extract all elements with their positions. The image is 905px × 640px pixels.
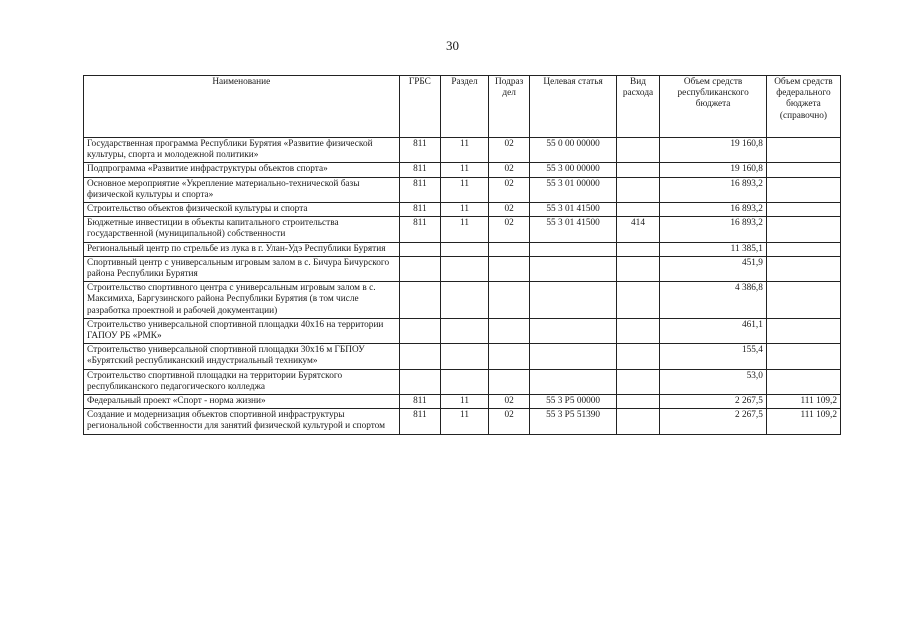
cell-podrazdel: 02 xyxy=(488,203,530,217)
cell-celevaya xyxy=(530,318,616,343)
cell-name: Строительство спортивной площадки на территории Бурятского республиканского педагогического колледжа xyxy=(84,369,400,394)
cell-podrazdel xyxy=(488,256,530,281)
cell-republican: 2 267,5 xyxy=(660,409,767,434)
table-row xyxy=(84,242,841,256)
header-name: Наименование xyxy=(84,76,400,138)
cell-razdel xyxy=(441,344,489,369)
cell-podrazdel xyxy=(488,242,530,256)
table-row xyxy=(84,163,841,177)
cell-name: Строительство универсальной спортивной площадки 40х16 на территории ГАПОУ РБ «РМК» xyxy=(84,318,400,343)
cell-podrazdel xyxy=(488,318,530,343)
cell-vid xyxy=(616,318,660,343)
cell-vid xyxy=(616,203,660,217)
cell-celevaya: 55 0 00 00000 xyxy=(530,138,616,163)
cell-grbs: 811 xyxy=(399,138,441,163)
header-vid: Вид расхода xyxy=(616,76,660,138)
cell-grbs: 811 xyxy=(399,409,441,434)
cell-grbs: 811 xyxy=(399,203,441,217)
page-number: 30 xyxy=(446,38,459,53)
cell-federal xyxy=(766,282,840,319)
header-celevaya: Целевая статья xyxy=(530,76,616,138)
cell-grbs xyxy=(399,318,441,343)
cell-grbs: 811 xyxy=(399,177,441,202)
table-row xyxy=(84,395,841,409)
cell-republican: 16 893,2 xyxy=(660,203,767,217)
cell-grbs xyxy=(399,344,441,369)
cell-name: Строительство спортивного центра с универсальным игровым залом в с. Максимиха, Баргузинского района Республики Бурятия (в том числе разработка проектной и рабочей документации) xyxy=(84,282,400,319)
cell-podrazdel xyxy=(488,369,530,394)
table-row xyxy=(84,369,841,394)
cell-federal xyxy=(766,138,840,163)
cell-razdel xyxy=(441,369,489,394)
cell-name: Подпрограмма «Развитие инфраструктуры объектов спорта» xyxy=(84,163,400,177)
cell-grbs xyxy=(399,256,441,281)
cell-vid xyxy=(616,138,660,163)
cell-razdel: 11 xyxy=(441,203,489,217)
cell-name: Строительство универсальной спортивной площадки 30х16 м ГБПОУ «Бурятский республиканский индустриальный техникум» xyxy=(84,344,400,369)
cell-republican: 2 267,5 xyxy=(660,395,767,409)
table-row xyxy=(84,282,841,319)
cell-razdel xyxy=(441,242,489,256)
cell-celevaya: 55 3 Р5 00000 xyxy=(530,395,616,409)
cell-celevaya: 55 3 01 41500 xyxy=(530,203,616,217)
cell-grbs xyxy=(399,282,441,319)
header-grbs: ГРБС xyxy=(399,76,441,138)
cell-name: Региональный центр по стрельбе из лука в г. Улан-Удэ Республики Бурятия xyxy=(84,242,400,256)
cell-razdel: 11 xyxy=(441,217,489,242)
cell-podrazdel: 02 xyxy=(488,409,530,434)
cell-republican: 4 386,8 xyxy=(660,282,767,319)
cell-razdel: 11 xyxy=(441,395,489,409)
cell-vid xyxy=(616,409,660,434)
cell-federal: 111 109,2 xyxy=(766,395,840,409)
cell-vid xyxy=(616,256,660,281)
table-row xyxy=(84,177,841,202)
cell-celevaya xyxy=(530,344,616,369)
cell-podrazdel xyxy=(488,344,530,369)
table-row xyxy=(84,217,841,242)
budget-table xyxy=(83,75,841,435)
table-row xyxy=(84,138,841,163)
cell-federal xyxy=(766,369,840,394)
cell-vid xyxy=(616,282,660,319)
cell-celevaya xyxy=(530,242,616,256)
cell-republican: 19 160,8 xyxy=(660,138,767,163)
cell-podrazdel: 02 xyxy=(488,395,530,409)
cell-federal: 111 109,2 xyxy=(766,409,840,434)
cell-razdel: 11 xyxy=(441,138,489,163)
cell-celevaya xyxy=(530,256,616,281)
cell-razdel: 11 xyxy=(441,163,489,177)
cell-federal xyxy=(766,318,840,343)
cell-federal xyxy=(766,203,840,217)
table-row xyxy=(84,203,841,217)
cell-name: Основное мероприятие «Укрепление материально-технической базы физической культуры и спорта» xyxy=(84,177,400,202)
cell-vid: 414 xyxy=(616,217,660,242)
header-razdel: Раздел xyxy=(441,76,489,138)
cell-vid xyxy=(616,177,660,202)
cell-federal xyxy=(766,242,840,256)
cell-razdel xyxy=(441,282,489,319)
cell-podrazdel: 02 xyxy=(488,217,530,242)
cell-celevaya xyxy=(530,369,616,394)
cell-name: Бюджетные инвестиции в объекты капитального строительства государственной (муниципальной) собственности xyxy=(84,217,400,242)
header-federal: Объем средств федерального бюджета (справочно) xyxy=(766,76,840,138)
cell-grbs: 811 xyxy=(399,217,441,242)
cell-republican: 16 893,2 xyxy=(660,217,767,242)
cell-celevaya: 55 3 01 41500 xyxy=(530,217,616,242)
cell-federal xyxy=(766,177,840,202)
cell-razdel: 11 xyxy=(441,177,489,202)
cell-name: Государственная программа Республики Бурятия «Развитие физической культуры, спорта и молодежной политики» xyxy=(84,138,400,163)
cell-grbs xyxy=(399,369,441,394)
header-podrazdel: Подраз дел xyxy=(488,76,530,138)
cell-vid xyxy=(616,344,660,369)
header-republican: Объем средств республиканского бюджета xyxy=(660,76,767,138)
cell-republican: 451,9 xyxy=(660,256,767,281)
cell-republican: 16 893,2 xyxy=(660,177,767,202)
cell-grbs: 811 xyxy=(399,163,441,177)
table-body xyxy=(84,138,841,435)
cell-federal xyxy=(766,344,840,369)
table-header xyxy=(84,76,841,138)
cell-republican: 11 385,1 xyxy=(660,242,767,256)
table-row xyxy=(84,318,841,343)
cell-grbs: 811 xyxy=(399,395,441,409)
cell-republican: 53,0 xyxy=(660,369,767,394)
cell-podrazdel: 02 xyxy=(488,177,530,202)
cell-podrazdel: 02 xyxy=(488,138,530,163)
cell-republican: 155,4 xyxy=(660,344,767,369)
cell-name: Создание и модернизация объектов спортивной инфраструктуры региональной собственности для занятий физической культурой и спортом xyxy=(84,409,400,434)
table-row xyxy=(84,344,841,369)
table-row xyxy=(84,409,841,434)
cell-celevaya: 55 3 01 00000 xyxy=(530,177,616,202)
cell-federal xyxy=(766,163,840,177)
cell-name: Спортивный центр с универсальным игровым залом в с. Бичура Бичурского района Республики Бурятия xyxy=(84,256,400,281)
cell-celevaya: 55 3 Р5 51390 xyxy=(530,409,616,434)
cell-razdel xyxy=(441,318,489,343)
cell-federal xyxy=(766,256,840,281)
cell-vid xyxy=(616,163,660,177)
cell-celevaya: 55 3 00 00000 xyxy=(530,163,616,177)
cell-podrazdel: 02 xyxy=(488,163,530,177)
cell-name: Строительство объектов физической культуры и спорта xyxy=(84,203,400,217)
cell-federal xyxy=(766,217,840,242)
header-row xyxy=(84,76,841,138)
cell-name: Федеральный проект «Спорт - норма жизни» xyxy=(84,395,400,409)
cell-grbs xyxy=(399,242,441,256)
cell-razdel: 11 xyxy=(441,409,489,434)
cell-republican: 461,1 xyxy=(660,318,767,343)
cell-republican: 19 160,8 xyxy=(660,163,767,177)
cell-razdel xyxy=(441,256,489,281)
cell-vid xyxy=(616,242,660,256)
table-row xyxy=(84,256,841,281)
cell-vid xyxy=(616,395,660,409)
cell-celevaya xyxy=(530,282,616,319)
cell-vid xyxy=(616,369,660,394)
cell-podrazdel xyxy=(488,282,530,319)
